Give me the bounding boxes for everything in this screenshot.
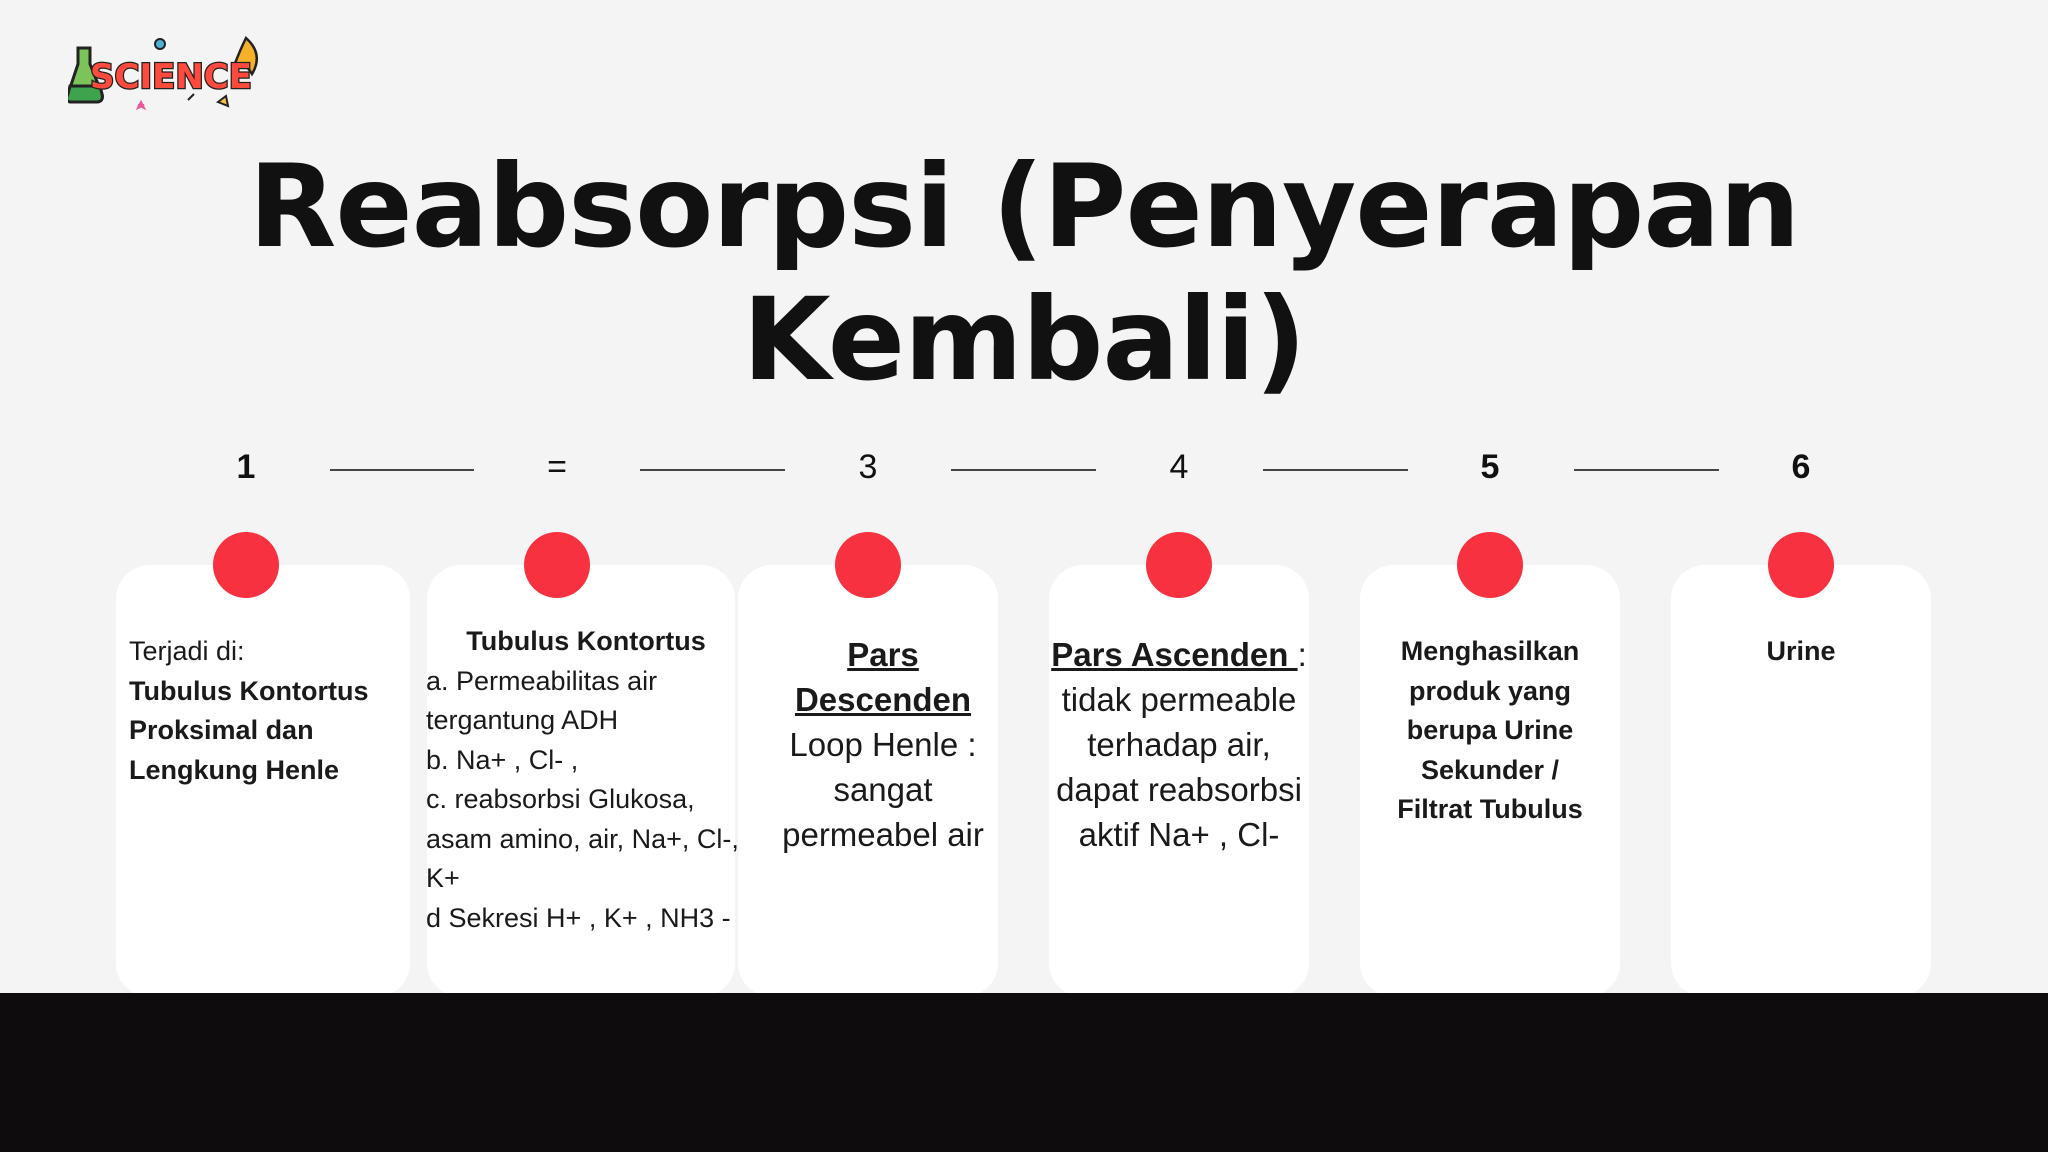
card-2-line: a. Permeabilitas air	[426, 665, 658, 696]
step-dot-1	[213, 532, 279, 598]
card-3-body: Loop Henle : sangat permeabel air	[782, 726, 984, 853]
card-5-text	[1380, 632, 1600, 830]
card-2-line: d Sekresi H+ , K+ , NH3 -	[426, 902, 731, 933]
card-2-heading: Tubulus Kontortus	[466, 626, 706, 656]
step-number-4: 4	[1169, 448, 1189, 486]
connector-line	[640, 469, 785, 471]
card-4-text	[1046, 632, 1312, 857]
card-2-text	[426, 622, 746, 938]
card-3-text	[766, 632, 1000, 857]
page-title: Reabsorpsi (Penyerapan Kembali)	[248, 140, 1800, 406]
step-card-6	[1671, 565, 1931, 997]
connector-line	[1574, 469, 1719, 471]
step-dot-4	[1146, 532, 1212, 598]
science-logo	[68, 30, 268, 118]
card-4-separator: :	[1297, 636, 1307, 673]
step-number-3: 3	[858, 448, 878, 486]
step-dot-2	[524, 532, 590, 598]
card-3-heading: Pars Descenden	[794, 636, 972, 718]
card-6-text	[1701, 632, 1901, 672]
connector-line	[1263, 469, 1408, 471]
step-number-5: 5	[1480, 448, 1500, 486]
step-number-1: 1	[236, 448, 256, 486]
card-2-line: tergantung ADH	[426, 705, 619, 735]
card-1-intro: Terjadi di:	[129, 636, 245, 666]
step-dot-6	[1768, 532, 1834, 598]
logo-text: SCIENCE	[90, 57, 252, 97]
bottom-bar	[0, 993, 2048, 1152]
step-number-2: =	[547, 448, 567, 486]
connector-line	[330, 469, 474, 471]
card-2-line: asam amino, air, Na+, Cl-,	[426, 823, 739, 854]
card-2-line: b. Na+ , Cl- ,	[426, 744, 579, 775]
card-4-body: tidak permeable terhadap air, dapat reabsorbsi aktif Na+ , Cl-	[1056, 681, 1302, 853]
step-dot-3	[835, 532, 901, 598]
connector-line	[951, 469, 1096, 471]
card-1-body: Tubulus Kontortus Proksimal dan Lengkung Henle	[129, 675, 369, 785]
card-2-line: c. reabsorbsi Glukosa,	[426, 784, 695, 814]
card-6-body: Urine	[1766, 636, 1836, 666]
step-number-6: 6	[1791, 448, 1811, 486]
card-5-body: Menghasilkan produk yang berupa Urine Sekunder / Filtrat Tubulus	[1397, 636, 1583, 824]
card-2-line: K+	[426, 863, 460, 893]
step-dot-5	[1457, 532, 1523, 598]
card-4-heading: Pars Ascenden	[1051, 636, 1298, 673]
card-1-text	[129, 632, 399, 790]
